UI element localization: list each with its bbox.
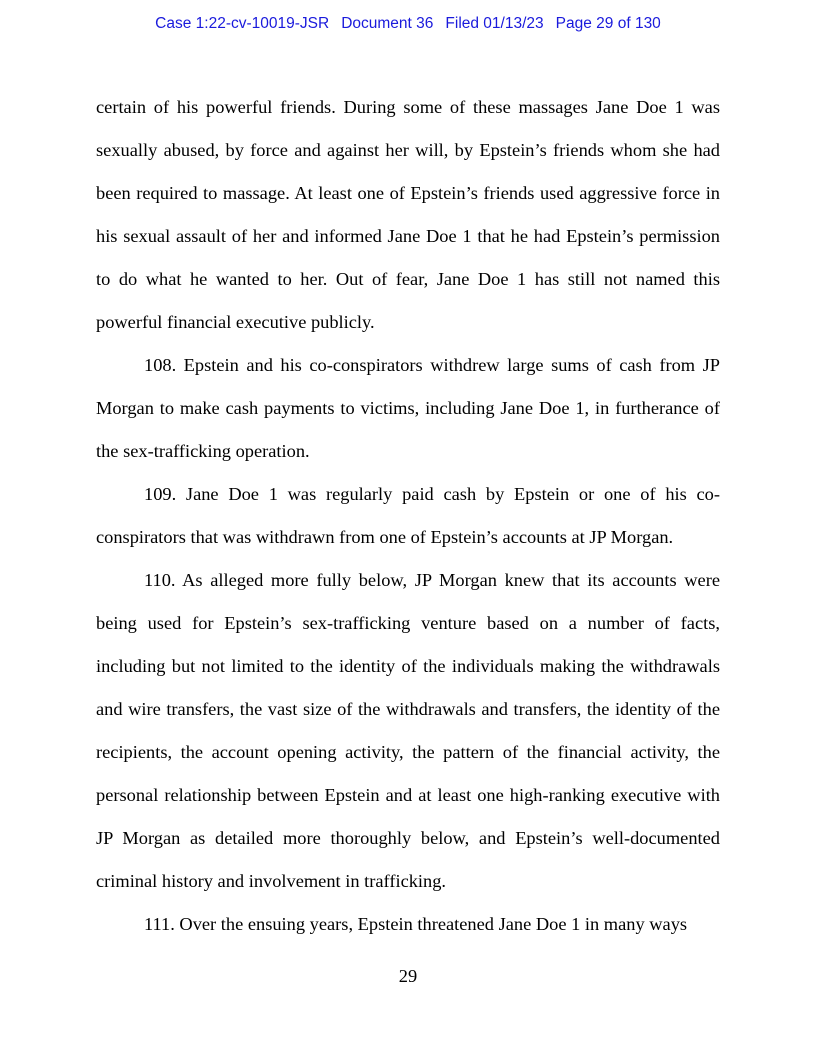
paragraph-109: 109. Jane Doe 1 was regularly paid cash by Epstein or one of his co-conspirators that was withdrawn from one of Epstein’s accounts at JP Morgan. (96, 484, 720, 547)
page-of-total: Page 29 of 130 (555, 15, 661, 32)
document-body (96, 86, 720, 946)
paragraph-110: 110. As alleged more fully below, JP Morgan knew that its accounts were being used for Epstein’s sex-trafficking venture based on a number of facts, including but not limited to the identity of the individuals making the withdrawals and wire transfers, the vast size of the withdrawals and transfers, the identity of the recipients, the account opening activity, the pattern of the financial activity, the personal relationship between Epstein and at least one high-ranking executive with JP Morgan as detailed more thoroughly below, and Epstein’s well-documented criminal history and involvement in trafficking. (96, 570, 720, 891)
case-number: Case 1:22-cv-10019-JSR (155, 15, 330, 32)
filed-date: Filed 01/13/23 (445, 15, 544, 32)
paragraph-111: 111. Over the ensuing years, Epstein threatened Jane Doe 1 in many ways (144, 914, 688, 934)
document-header (0, 14, 816, 34)
document-number: Document 36 (341, 15, 434, 32)
page-number: 29 (398, 966, 418, 986)
paragraph-continuation: certain of his powerful friends. During some of these massages Jane Doe 1 was sexually abused, by force and against her will, by Epstein’s friends whom she had been required to massage. At least one of Epstein’s friends used aggressive force in his sexual assault of her and informed Jane Doe 1 that he had Epstein’s permission to do what he wanted to her. Out of fear, Jane Doe 1 has still not named this powerful financial executive publicly. (96, 97, 720, 332)
paragraph-108: 108. Epstein and his co-conspirators withdrew large sums of cash from JP Morgan to make cash payments to victims, including Jane Doe 1, in furtherance of the sex-trafficking operation. (96, 355, 720, 461)
